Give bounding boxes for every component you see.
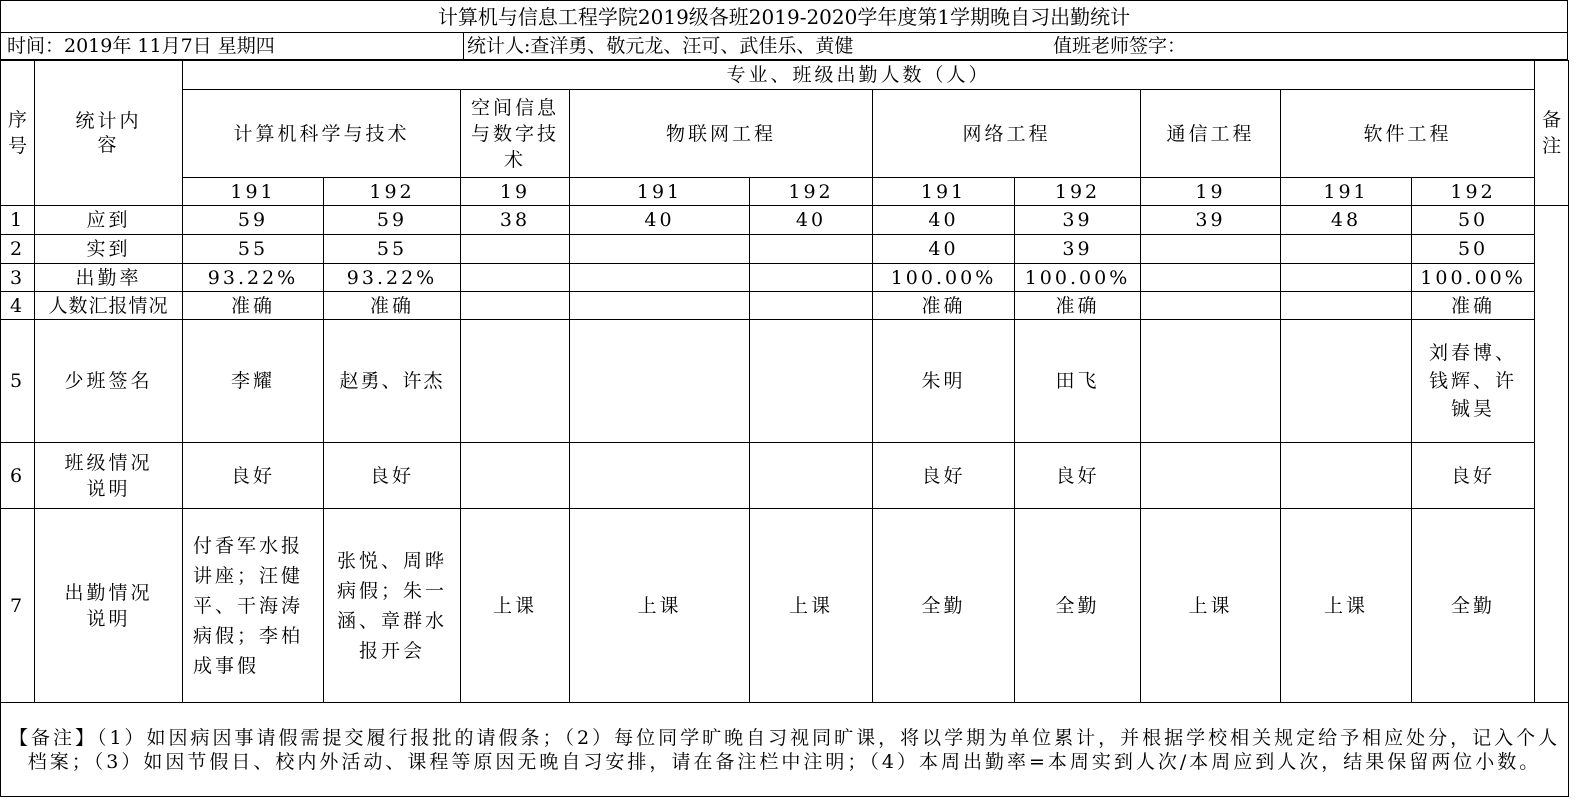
data-cell: 100.00% — [1412, 264, 1535, 292]
data-cell: 朱明 — [873, 320, 1015, 443]
major-software: 软件工程 — [1281, 90, 1535, 178]
data-cell: 准确 — [183, 292, 324, 320]
data-cell: 59 — [183, 206, 324, 235]
data-cell — [461, 264, 570, 292]
class-header: 191 — [183, 178, 324, 206]
data-cell — [750, 292, 873, 320]
footnote: 【备注】（1）如因病因事请假需提交履行报批的请假条；（2）每位同学旷晚自习视同旷课，将以学期为单位累计，并根据学校相关规定给予相应处分，记入个人档案；（3）如因节假日、校内外活动、课程等原因无晚自习安排，请在备注栏中注明；（4）本周出勤率=本周实到人次/本周应到人次，结果保留两位小数。 — [1, 703, 1569, 797]
data-cell — [750, 320, 873, 443]
data-cell — [570, 264, 750, 292]
data-cell — [1281, 264, 1412, 292]
data-cell — [324, 509, 461, 703]
data-cell — [570, 235, 750, 264]
sheet-title: 计算机与信息工程学院2019级各班2019-2020学年度第1学期晚自习出勤统计 — [0, 0, 1568, 32]
class-header: 191 — [873, 178, 1015, 206]
data-cell: 100.00% — [1015, 264, 1141, 292]
data-cell — [1281, 292, 1412, 320]
teacher-sign-label: 值班老师签字： — [1053, 35, 1187, 57]
data-cell: 55 — [324, 235, 461, 264]
data-cell — [461, 235, 570, 264]
row-label — [35, 509, 183, 703]
class-header: 192 — [1015, 178, 1141, 206]
data-cell: 93.22% — [183, 264, 324, 292]
remark-header — [1535, 61, 1569, 206]
class-header: 19 — [1141, 178, 1281, 206]
data-cell: 良好 — [1412, 443, 1535, 509]
row-label: 少班签名 — [35, 320, 183, 443]
data-cell: 38 — [461, 206, 570, 235]
info-divider — [463, 33, 464, 59]
data-cell: 良好 — [873, 443, 1015, 509]
data-cell — [461, 320, 570, 443]
row-label: 实到 — [35, 235, 183, 264]
data-cell: 准确 — [1015, 292, 1141, 320]
info-bar — [0, 32, 1568, 60]
class-header: 192 — [1412, 178, 1535, 206]
data-cell — [570, 292, 750, 320]
row-seq: 4 — [1, 292, 35, 320]
data-cell — [461, 443, 570, 509]
row-label — [35, 443, 183, 509]
footnote-row — [1, 703, 1569, 797]
data-cell — [183, 509, 324, 703]
table-row — [1, 235, 1569, 264]
remark-cell — [1535, 206, 1569, 703]
major-network: 网络工程 — [873, 90, 1141, 178]
content-header — [35, 61, 183, 206]
data-cell — [1281, 443, 1412, 509]
data-cell: 39 — [1015, 206, 1141, 235]
major-spatial — [461, 90, 570, 178]
data-cell — [1141, 320, 1281, 443]
data-cell: 田飞 — [1015, 320, 1141, 443]
class-header: 19 — [461, 178, 570, 206]
data-cell: 50 — [1412, 235, 1535, 264]
data-cell — [750, 235, 873, 264]
row-label: 应到 — [35, 206, 183, 235]
attendance-table — [0, 60, 1569, 797]
data-cell: 上课 — [1281, 509, 1412, 703]
class-header: 192 — [750, 178, 873, 206]
data-cell: 上课 — [750, 509, 873, 703]
data-cell — [1281, 320, 1412, 443]
seq-header — [1, 61, 35, 206]
data-cell: 40 — [750, 206, 873, 235]
data-cell — [750, 264, 873, 292]
row-seq: 7 — [1, 509, 35, 703]
class-header: 191 — [570, 178, 750, 206]
seq-header-text: 序号 — [7, 109, 27, 157]
data-cell — [461, 292, 570, 320]
data-cell — [1281, 235, 1412, 264]
table-row — [1, 320, 1569, 443]
data-cell: 40 — [873, 206, 1015, 235]
data-cell: 上课 — [461, 509, 570, 703]
data-cell — [570, 443, 750, 509]
remark-header-text: 备注 — [1542, 109, 1562, 157]
data-cell: 准确 — [324, 292, 461, 320]
row-seq: 2 — [1, 235, 35, 264]
data-cell: 全勤 — [1015, 509, 1141, 703]
data-cell: 100.00% — [873, 264, 1015, 292]
major-cs: 计算机科学与技术 — [183, 90, 461, 178]
data-cell: 赵勇、许杰 — [324, 320, 461, 443]
data-cell — [1141, 264, 1281, 292]
data-cell: 39 — [1015, 235, 1141, 264]
data-cell — [1141, 443, 1281, 509]
data-cell: 准确 — [873, 292, 1015, 320]
row-seq: 3 — [1, 264, 35, 292]
data-cell — [1141, 292, 1281, 320]
data-cell: 59 — [324, 206, 461, 235]
data-cell: 上课 — [570, 509, 750, 703]
major-spatial-text: 空间信息与数字技术 — [470, 96, 559, 171]
data-cell: 良好 — [1015, 443, 1141, 509]
data-cell: 50 — [1412, 206, 1535, 235]
data-cell-text: 张悦、周晔病假；朱一涵、章群水报开会 — [336, 549, 447, 662]
data-cell: 全勤 — [1412, 509, 1535, 703]
data-cell-text: 刘春博、钱辉、许铖昊 — [1429, 342, 1518, 420]
data-cell — [570, 320, 750, 443]
data-cell: 良好 — [324, 443, 461, 509]
class-header: 192 — [324, 178, 461, 206]
data-cell — [1141, 235, 1281, 264]
data-cell — [1412, 320, 1535, 443]
data-cell: 39 — [1141, 206, 1281, 235]
major-telecom: 通信工程 — [1141, 90, 1281, 178]
data-cell: 准确 — [1412, 292, 1535, 320]
row-label: 出勤率 — [35, 264, 183, 292]
row-label: 人数汇报情况 — [35, 292, 183, 320]
data-cell: 40 — [570, 206, 750, 235]
stats-by-label: 统计人:查洋勇、敬元龙、汪可、武佳乐、黄健 — [467, 35, 854, 57]
data-cell: 全勤 — [873, 509, 1015, 703]
data-cell: 93.22% — [324, 264, 461, 292]
major-iot: 物联网工程 — [570, 90, 873, 178]
group-header: 专业、班级出勤人数（人） — [183, 61, 1535, 90]
table-row — [1, 509, 1569, 703]
content-header-text: 统计内容 — [75, 110, 142, 156]
table-row — [1, 264, 1569, 292]
row-seq: 1 — [1, 206, 35, 235]
table-row — [1, 292, 1569, 320]
data-cell-text: 付香军水报讲座；汪健平、干海涛病假；李柏成事假 — [193, 534, 304, 677]
row-label-text: 班级情况说明 — [64, 451, 153, 500]
data-cell — [750, 443, 873, 509]
date-label: 时间：2019年 11月7日 星期四 — [7, 35, 275, 57]
table-row — [1, 206, 1569, 235]
data-cell: 40 — [873, 235, 1015, 264]
row-seq: 6 — [1, 443, 35, 509]
row-label-text: 出勤情况说明 — [64, 581, 153, 630]
data-cell: 良好 — [183, 443, 324, 509]
class-header: 191 — [1281, 178, 1412, 206]
row-seq: 5 — [1, 320, 35, 443]
data-cell: 55 — [183, 235, 324, 264]
table-row — [1, 443, 1569, 509]
data-cell: 上课 — [1141, 509, 1281, 703]
data-cell: 李耀 — [183, 320, 324, 443]
data-cell: 48 — [1281, 206, 1412, 235]
